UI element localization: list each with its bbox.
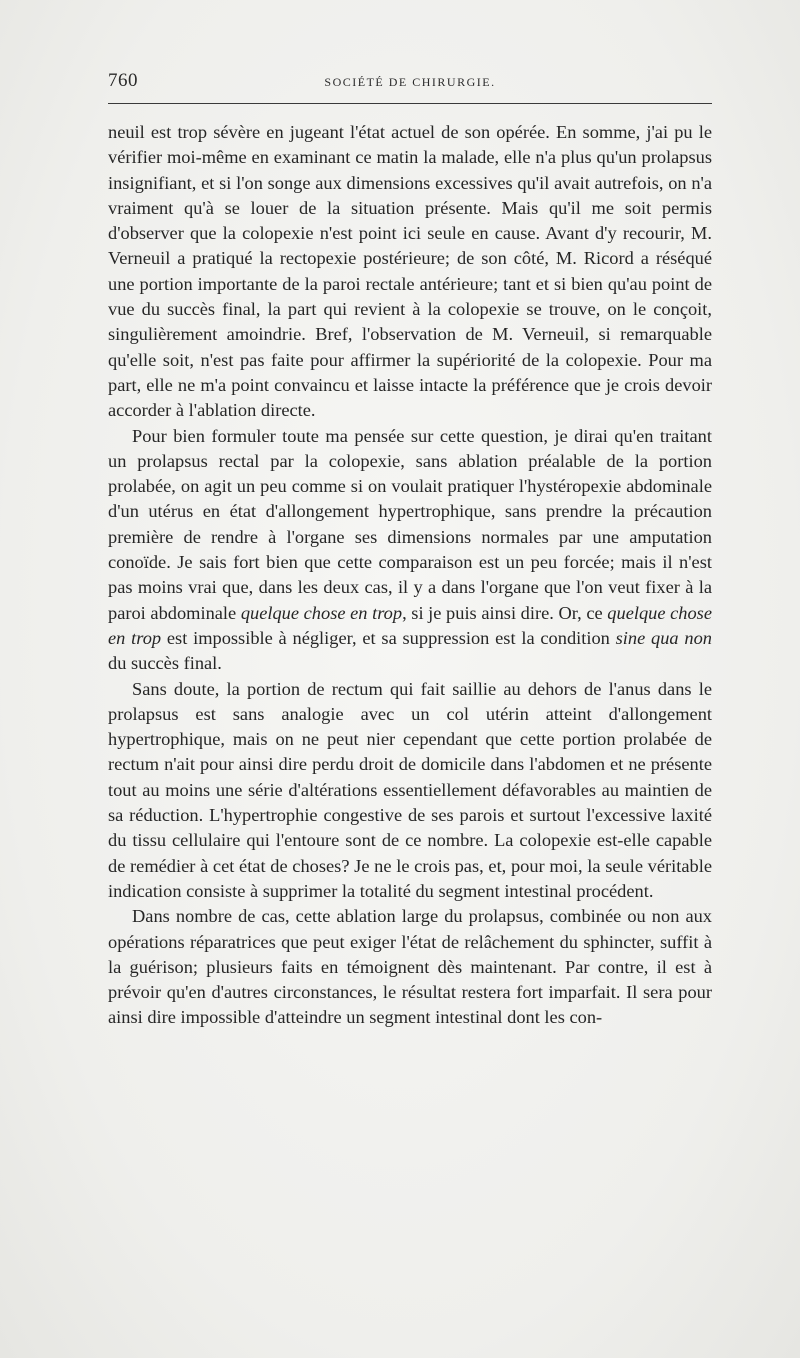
- italic-phrase: quelque chose en trop: [108, 602, 712, 648]
- page-number: 760: [108, 70, 138, 91]
- body-text: [108, 120, 712, 1031]
- text-run: neuil est trop sévère en jugeant l'état actuel de son opérée. En somme, j'ai pu le vérifier moi-même en examinant ce matin la malade, elle n'a plus qu'un prolapsus insignifiant, et si l'on songe aux dimensions excessives qu'il avait autrefois, on n'a vraiment qu'à se louer de la situation présente. Mais qu'il me soit permis d'observer que la colopexie n'est point ici seule en cause. Avant d'y recourir, M. Verneuil a pratiqué la rectopexie postérieure; de son côté, M. Ricord a réséqué une portion importante de la paroi rectale antérieure; tant et si bien qu'au point de vue du succès final, la part qui revient à la colopexie se trouve, on le conçoit, singulièrement amoindrie. Bref, l'observation de M. Verneuil, si remarquable qu'elle soit, n'est pas faite pour affirmer la supériorité de la colopexie. Pour ma part, elle ne m'a point convaincu et laisse intacte la préférence que je crois devoir accorder à l'ablation directe.: [108, 122, 712, 421]
- running-title: SOCIÉTÉ DE CHIRURGIE.: [324, 75, 496, 89]
- paragraph: [108, 904, 712, 1030]
- text-run: Sans doute, la portion de rectum qui fait saillie au dehors de l'anus dans le prolapsus est sans analogie avec un col utérin atteint d'allongement hypertrophique, mais on ne peut nier cependant que cette portion prolabée de rectum n'ait pour ainsi dire perdu droit de domicile dans l'abdomen et ne présente tout au moins une série d'altérations essentiellement défavorables au maintien de sa réduction. L'hypertrophie congestive de ses parois et surtout l'excessive laxité du tissu cellulaire qui l'entoure sont de ce nombre. La colopexie est-elle capable de remédier à cet état de choses? Je ne le crois pas, et, pour moi, la seule véritable indication consiste à supprimer la totalité du segment intestinal procédent.: [108, 678, 712, 901]
- text-run: Dans nombre de cas, cette ablation large du prolapsus, combinée ou non aux opérations réparatrices que peut exiger l'état de relâchement du sphincter, suffit à la guérison; plusieurs faits en témoignent dès maintenant. Par contre, il est à prévoir qu'en d'autres circonstances, le résultat restera fort imparfait. Il sera pour ainsi dire impossible d'atteindre un segment intestinal dont les con-: [108, 906, 712, 1028]
- text-run: , si je puis ainsi dire. Or, ce: [402, 602, 608, 623]
- text-run: du succès final.: [108, 653, 222, 674]
- page-header: [108, 70, 712, 96]
- text-run: Pour bien formuler toute ma pensée sur cette question, je dirai qu'en traitant un prolapsus rectal par la colopexie, sans ablation préalable de la portion prolabée, on agit un peu comme si on voulait pratiquer l'hystéropexie abdominale d'un utérus en état d'allongement hypertrophique, sans prendre la précaution première de rendre à l'organe ses dimensions normales par une amputation conoïde. Je sais fort bien que cette comparaison est un peu forcée; mais il n'est pas moins vrai que, dans les deux cas, il y a dans l'organe que l'on veut fixer à la paroi abdominale: [108, 425, 712, 623]
- text-run: est impossible à négliger, et sa suppression est la condition: [161, 627, 616, 648]
- italic-phrase: quelque chose en trop: [240, 602, 403, 623]
- italic-phrase: sine qua non: [615, 627, 712, 648]
- paragraph: [108, 120, 712, 424]
- paragraph: [108, 677, 712, 905]
- paragraph: [108, 424, 712, 677]
- header-rule: [108, 103, 712, 104]
